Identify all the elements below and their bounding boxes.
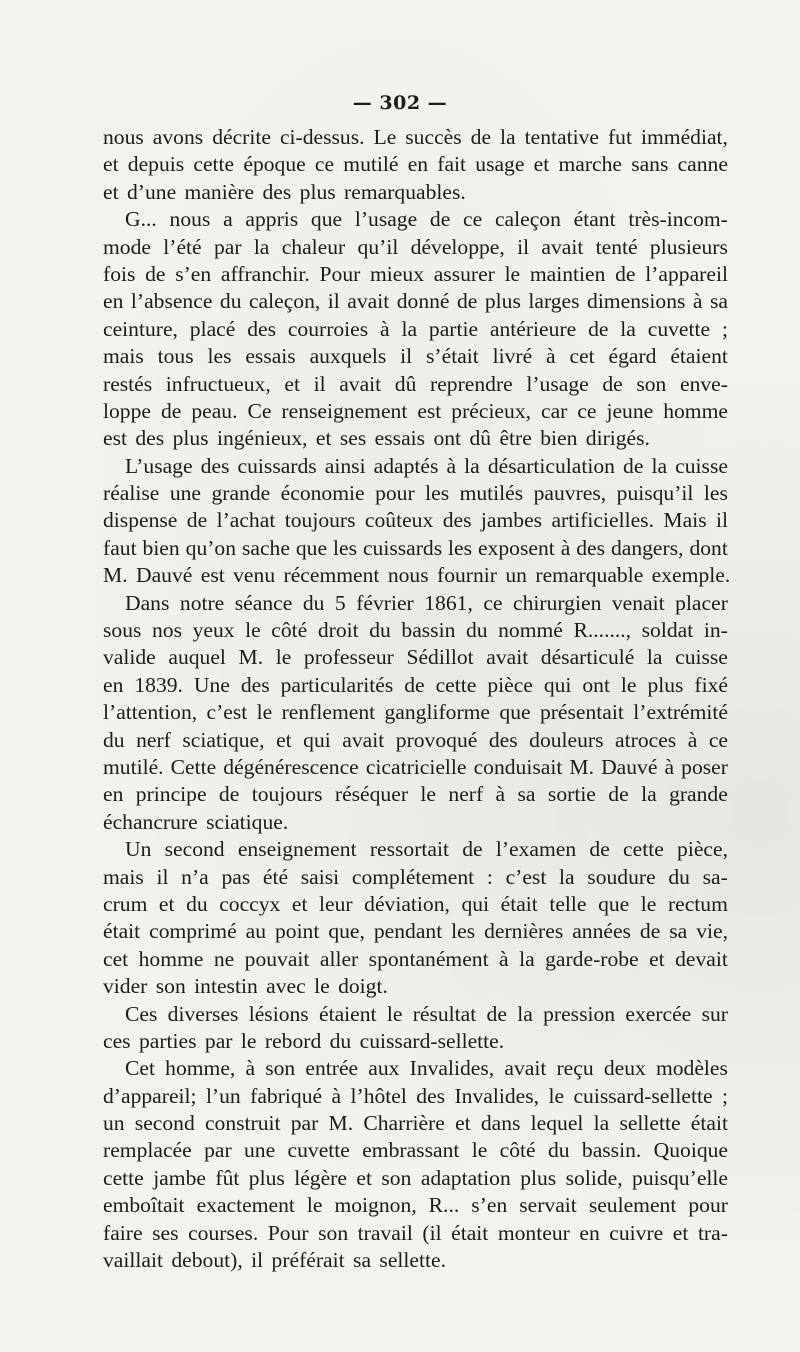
text-line: M. Dauvé est venu récemment nous fournir un remarquable exemple. [103, 563, 731, 588]
text-line: crum et du coccyx et leur déviation, qui était telle que le rectum [103, 891, 728, 916]
text-line: emboîtait exactement le moignon, R... s’en servait seulement pour [103, 1193, 728, 1218]
text-line: mode l’été par la chaleur qu’il développe, il avait tenté plusieurs [103, 234, 728, 259]
text-line: fois de s’en affranchir. Pour mieux assurer le maintien de l’appareil [103, 261, 728, 286]
text-line: ces parties par le rebord du cuissard-sellette. [103, 1028, 505, 1053]
text-line: était comprimé au point que, pendant les dernières années de sa vie, [103, 919, 728, 944]
text-line: valide auquel M. le professeur Sédillot avait désarticulé la cuisse [103, 645, 728, 670]
text-line: mutilé. Cette dégénérescence cicatricielle conduisait M. Dauvé à poser [103, 754, 728, 779]
text-line: mais tous les essais auxquels il s’était livré à cet égard étaient [103, 344, 728, 369]
text-line: cet homme ne pouvait aller spontanément à la garde-robe et devait [103, 946, 728, 971]
text-line: faut bien qu’on sache que les cuissards les exposent à des dangers, dont [103, 535, 728, 560]
text-line: Un second enseignement ressortait de l’examen de cette pièce, [125, 837, 728, 862]
text-line: ceinture, placé des courroies à la partie antérieure de la cuvette ; [103, 316, 728, 341]
text-line: et depuis cette époque ce mutilé en fait usage et marche sans canne [103, 152, 728, 177]
text-line: réalise une grande économie pour les mutilés pauvres, puisqu’il les [103, 481, 728, 506]
text-line: est des plus ingénieux, et ses essais ont dû être bien dirigés. [103, 426, 650, 451]
text-line: nous avons décrite ci-dessus. Le succès de la tentative fut immédiat, [103, 125, 728, 149]
text-line: mais il n’a pas été saisi complétement : c’est la soudure du sa- [103, 864, 728, 889]
text-line: sous nos yeux le côté droit du bassin du nommé R......., soldat in- [103, 618, 728, 643]
text-line: d’appareil; l’un fabriqué à l’hôtel des Invalides, le cuissard-sellette ; [103, 1083, 728, 1108]
text-line: Cet homme, à son entrée aux Invalides, avait reçu deux modèles [125, 1056, 728, 1081]
text-line: et d’une manière des plus remarquables. [103, 179, 466, 204]
text-line: G... nous a appris que l’usage de ce caleçon étant très-incom- [125, 207, 728, 232]
text-line: du nerf sciatique, et qui avait provoqué des douleurs atroces à ce [103, 727, 728, 752]
text-line: en principe de toujours réséquer le nerf à sa sortie de la grande [103, 782, 728, 807]
text-line: Dans notre séance du 5 février 1861, ce chirurgien venait placer [125, 590, 728, 615]
text-line: L’usage des cuissards ainsi adaptés à la désarticulation de la cuisse [125, 453, 728, 478]
text-line: vaillait debout), il préférait sa sellette. [103, 1248, 446, 1273]
text-line: loppe de peau. Ce renseignement est précieux, car ce jeune homme [103, 398, 728, 423]
text-line: restés infructueux, et il avait dû reprendre l’usage de son enve- [103, 371, 728, 396]
text-line: faire ses courses. Pour son travail (il était monteur en cuivre et tra- [103, 1220, 728, 1245]
text-line: échancrure sciatique. [103, 809, 289, 834]
text-line: Ces diverses lésions étaient le résultat de la pression exercée sur [125, 1001, 728, 1026]
text-line: vider son intestin avec le doigt. [103, 974, 388, 999]
page-number-header: — 302 — [352, 92, 448, 114]
text-line: l’attention, c’est le renflement gangliforme que présentait l’extrémité [103, 700, 728, 725]
text-line: en l’absence du caleçon, il avait donné de plus larges dimensions à sa [103, 289, 728, 314]
text-line: un second construit par M. Charrière et dans lequel la sellette était [103, 1111, 728, 1136]
body-text [103, 124, 731, 1274]
text-line: remplacée par une cuvette embrassant le côté du bassin. Quoique [103, 1138, 728, 1163]
text-line: dispense de l’achat toujours coûteux des jambes artificielles. Mais il [103, 508, 728, 533]
text-line: cette jambe fût plus légère et son adaptation plus solide, puisqu’elle [103, 1165, 728, 1190]
text-line: en 1839. Une des particularités de cette pièce qui ont le plus fixé [103, 672, 728, 697]
